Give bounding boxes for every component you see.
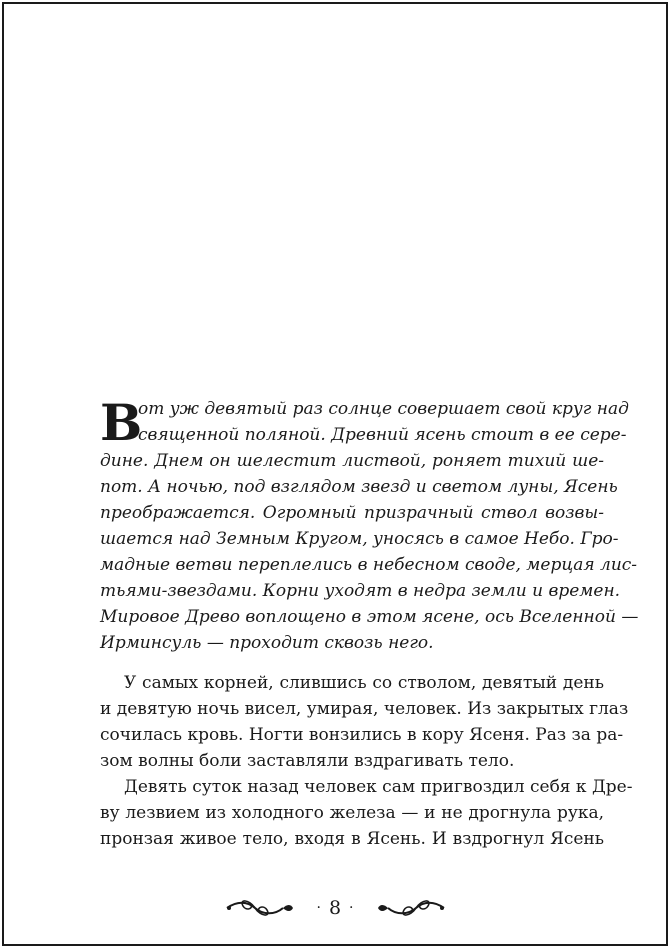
text-line: тьями-звездами. Корни уходят в недра земли и времен. [100,581,621,601]
paragraph-gap [100,656,604,670]
page-number-group [317,897,354,919]
paragraph-2 [100,670,629,774]
dot-left: · [316,900,321,916]
text-line: сочилась кровь. Ногти вонзились в кору Ясеня. Раз за ра- [100,725,624,745]
page-number: 8 [328,897,342,919]
drop-cap: В [100,393,143,452]
page-footer [4,888,666,928]
text-line: ву лезвием из холодного железа — и не дрогнула рука, [100,803,604,823]
text-line: пронзая живое тело, входя в Ясень. И вздрогнул Ясень [100,829,604,849]
scroll-ornament-icon [376,895,446,921]
body-text [100,393,639,852]
text-line: мадные ветви переплелись в небесном своде, мерцая лис- [100,555,638,575]
text-line: Девять суток назад человек сам пригвоздил себя к Дре- [124,777,633,797]
text-line: У самых корней, слившись со стволом, девятый день [124,673,604,693]
text-line: священной поляной. Древний ясень стоит в ее сере- [138,425,627,445]
text-line: зом волны боли заставляли вздрагивать тело. [100,751,515,771]
text-line: пот. А ночью, под взглядом звезд и светом луны, Ясень [100,477,618,497]
text-line: дине. Днем он шелестит листвой, роняет тихий ше- [100,451,604,471]
book-page [2,2,668,946]
paragraph-3 [100,774,633,852]
dot-right: · [349,900,354,916]
text-line: Мировое Древо воплощено в этом ясене, ось Вселенной — [100,607,639,627]
paragraph-1 [100,393,639,656]
scroll-ornament-icon [225,895,295,921]
text-line: преображается. Огромный призрачный ствол возвы- [100,503,604,523]
text-line-content: от уж девятый раз солнце совершает свой круг над [138,399,629,419]
text-line: Ирминсуль — проходит сквозь него. [100,633,434,653]
text-line: и девятую ночь висел, умирая, человек. Из закрытых глаз [100,699,629,719]
text-line: шается над Земным Кругом, уносясь в самое Небо. Гро- [100,529,619,549]
